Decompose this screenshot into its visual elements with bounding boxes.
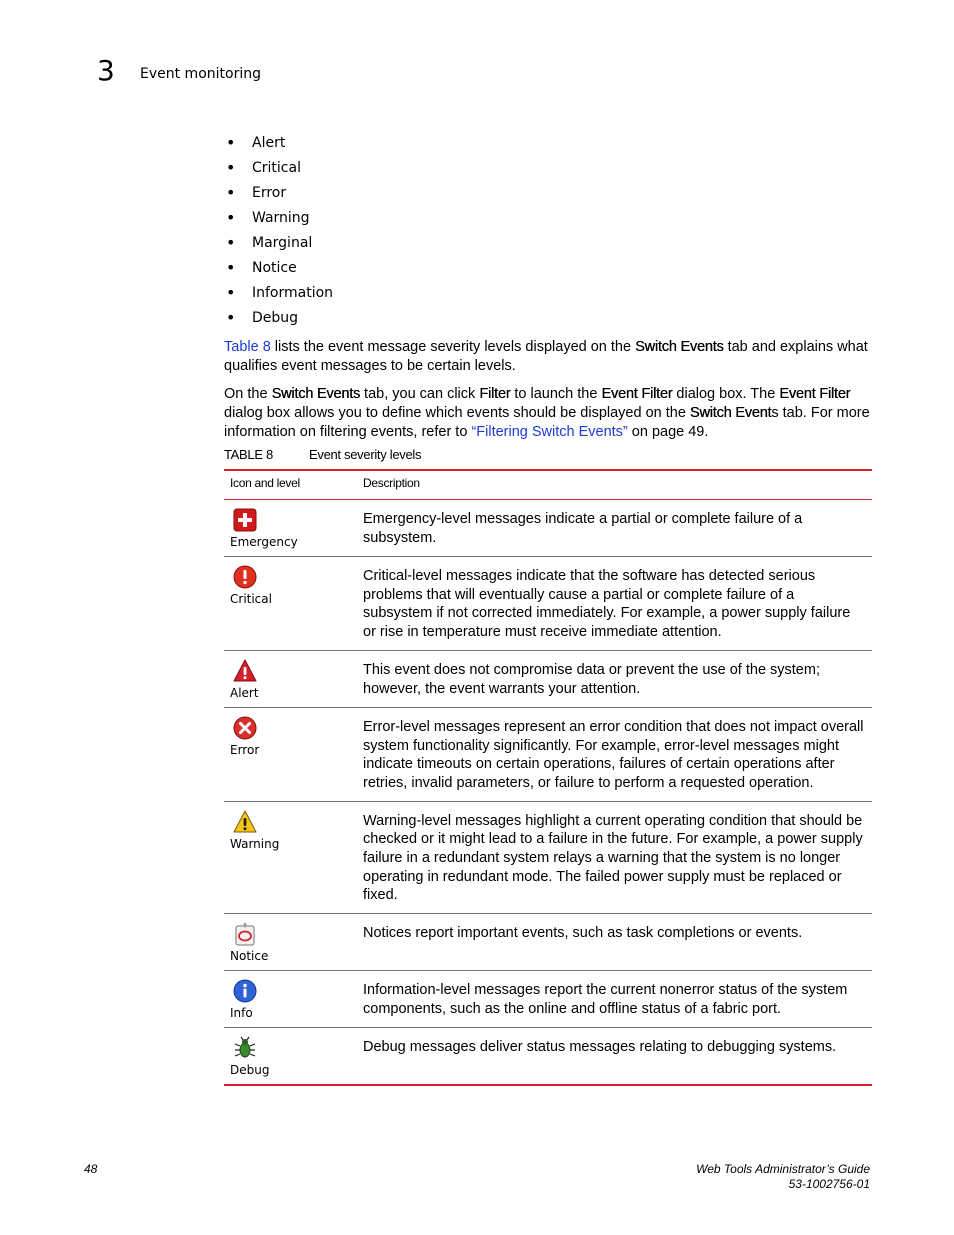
table-row [224,557,872,651]
table-row [224,707,872,801]
description-cell: Notices report important events, such as task completions or events. [345,914,872,971]
info-icon [233,979,257,1003]
column-header: Icon and level [224,470,345,500]
emergency-icon [233,508,257,532]
chapter-title: Event monitoring [140,66,261,82]
debug-icon [233,1036,257,1060]
bullet-item: • Critical [226,159,333,184]
page-number: 48 [84,1162,98,1176]
bullet-item: • Debug [226,309,333,334]
bullet-item: • Information [226,284,333,309]
level-label: Debug [230,1063,270,1078]
table-row [224,914,872,971]
bullet-item: • Error [226,184,333,209]
table-row [224,1028,872,1086]
level-label: Notice [230,949,269,964]
description-cell: Emergency-level messages indicate a partial or complete failure of a subsystem. [345,500,872,557]
guide-title: Web Tools Administrator’s Guide [696,1162,870,1176]
table-row [224,650,872,707]
footer-doc-info [696,1162,870,1192]
table-row [224,500,872,557]
notice-icon [233,922,257,946]
table-caption [224,447,421,462]
column-header: Description [345,470,872,500]
table-8-link[interactable]: Table 8 [224,339,271,355]
description-cell: Debug messages deliver status messages relating to debugging systems. [345,1028,872,1086]
severity-table [224,469,872,1086]
intro-paragraph: Table 8 lists the event message severity levels displayed on the Switch Events tab and explains what qualifies event messages to be certain levels. [224,339,868,374]
bullet-item: • Marginal [226,234,333,259]
table-label: TABLE 8 [224,447,273,462]
switch-events-term: Switch Events [635,339,724,355]
level-label: Critical [230,592,272,606]
chapter-number: 3 [97,54,115,87]
bullet-item: • Notice [226,259,333,284]
description-cell: Information-level messages report the current nonerror status of the system components, such as the online and offline status of a fabric port. [345,971,872,1028]
filter-paragraph: On the Switch Events tab, you can click Filter to launch the Event Filter dialog box. The Event Filter dialog box allows you to define which events should be displayed on the Switch Events tab. For more information on filtering events, refer to “Filtering Switch Events” on page 49. [224,386,870,440]
table-title: Event severity levels [309,447,422,462]
table-row [224,971,872,1028]
alert-icon [233,659,257,683]
description-cell: This event does not compromise data or prevent the use of the system; however, the event warrants your attention. [345,650,872,707]
description-cell: Warning-level messages highlight a current operating condition that should be checked or it might lead to a failure in the future. For example, a power supply failure in a redundant system relays a warning that the system is no longer operating in redundant mode. The failed power supply must be replaced or fixed. [345,801,872,914]
filtering-switch-events-link[interactable]: “Filtering Switch Events” [471,424,628,440]
level-label: Error [230,742,260,757]
bullet-item: • Alert [226,134,333,159]
level-label: Info [230,1006,253,1021]
critical-icon [233,565,257,589]
level-label: Warning [230,836,280,851]
warning-icon [233,810,257,834]
description-cell: Error-level messages represent an error condition that does not impact overall system functionality significantly. For example, error-level messages might indicate timeouts on certain operations, failures of certain operations after retries, invalid parameters, or failure to perform a requested operation. [345,707,872,801]
doc-number: 53-1002756-01 [788,1177,870,1191]
table-header-row [224,470,872,500]
error-icon [233,716,257,740]
table-row [224,801,872,914]
level-label: Alert [230,685,259,700]
description-cell: Critical-level messages indicate that the software has detected serious problems that will eventually cause a partial or complete failure of a subsystem if not corrected immediately. For example, a power supply failure or rise in temperature must receive immediate attention. [345,557,872,651]
level-label: Emergency [230,535,298,549]
bullet-item: • Warning [226,209,333,234]
severity-bullet-list [226,134,333,334]
